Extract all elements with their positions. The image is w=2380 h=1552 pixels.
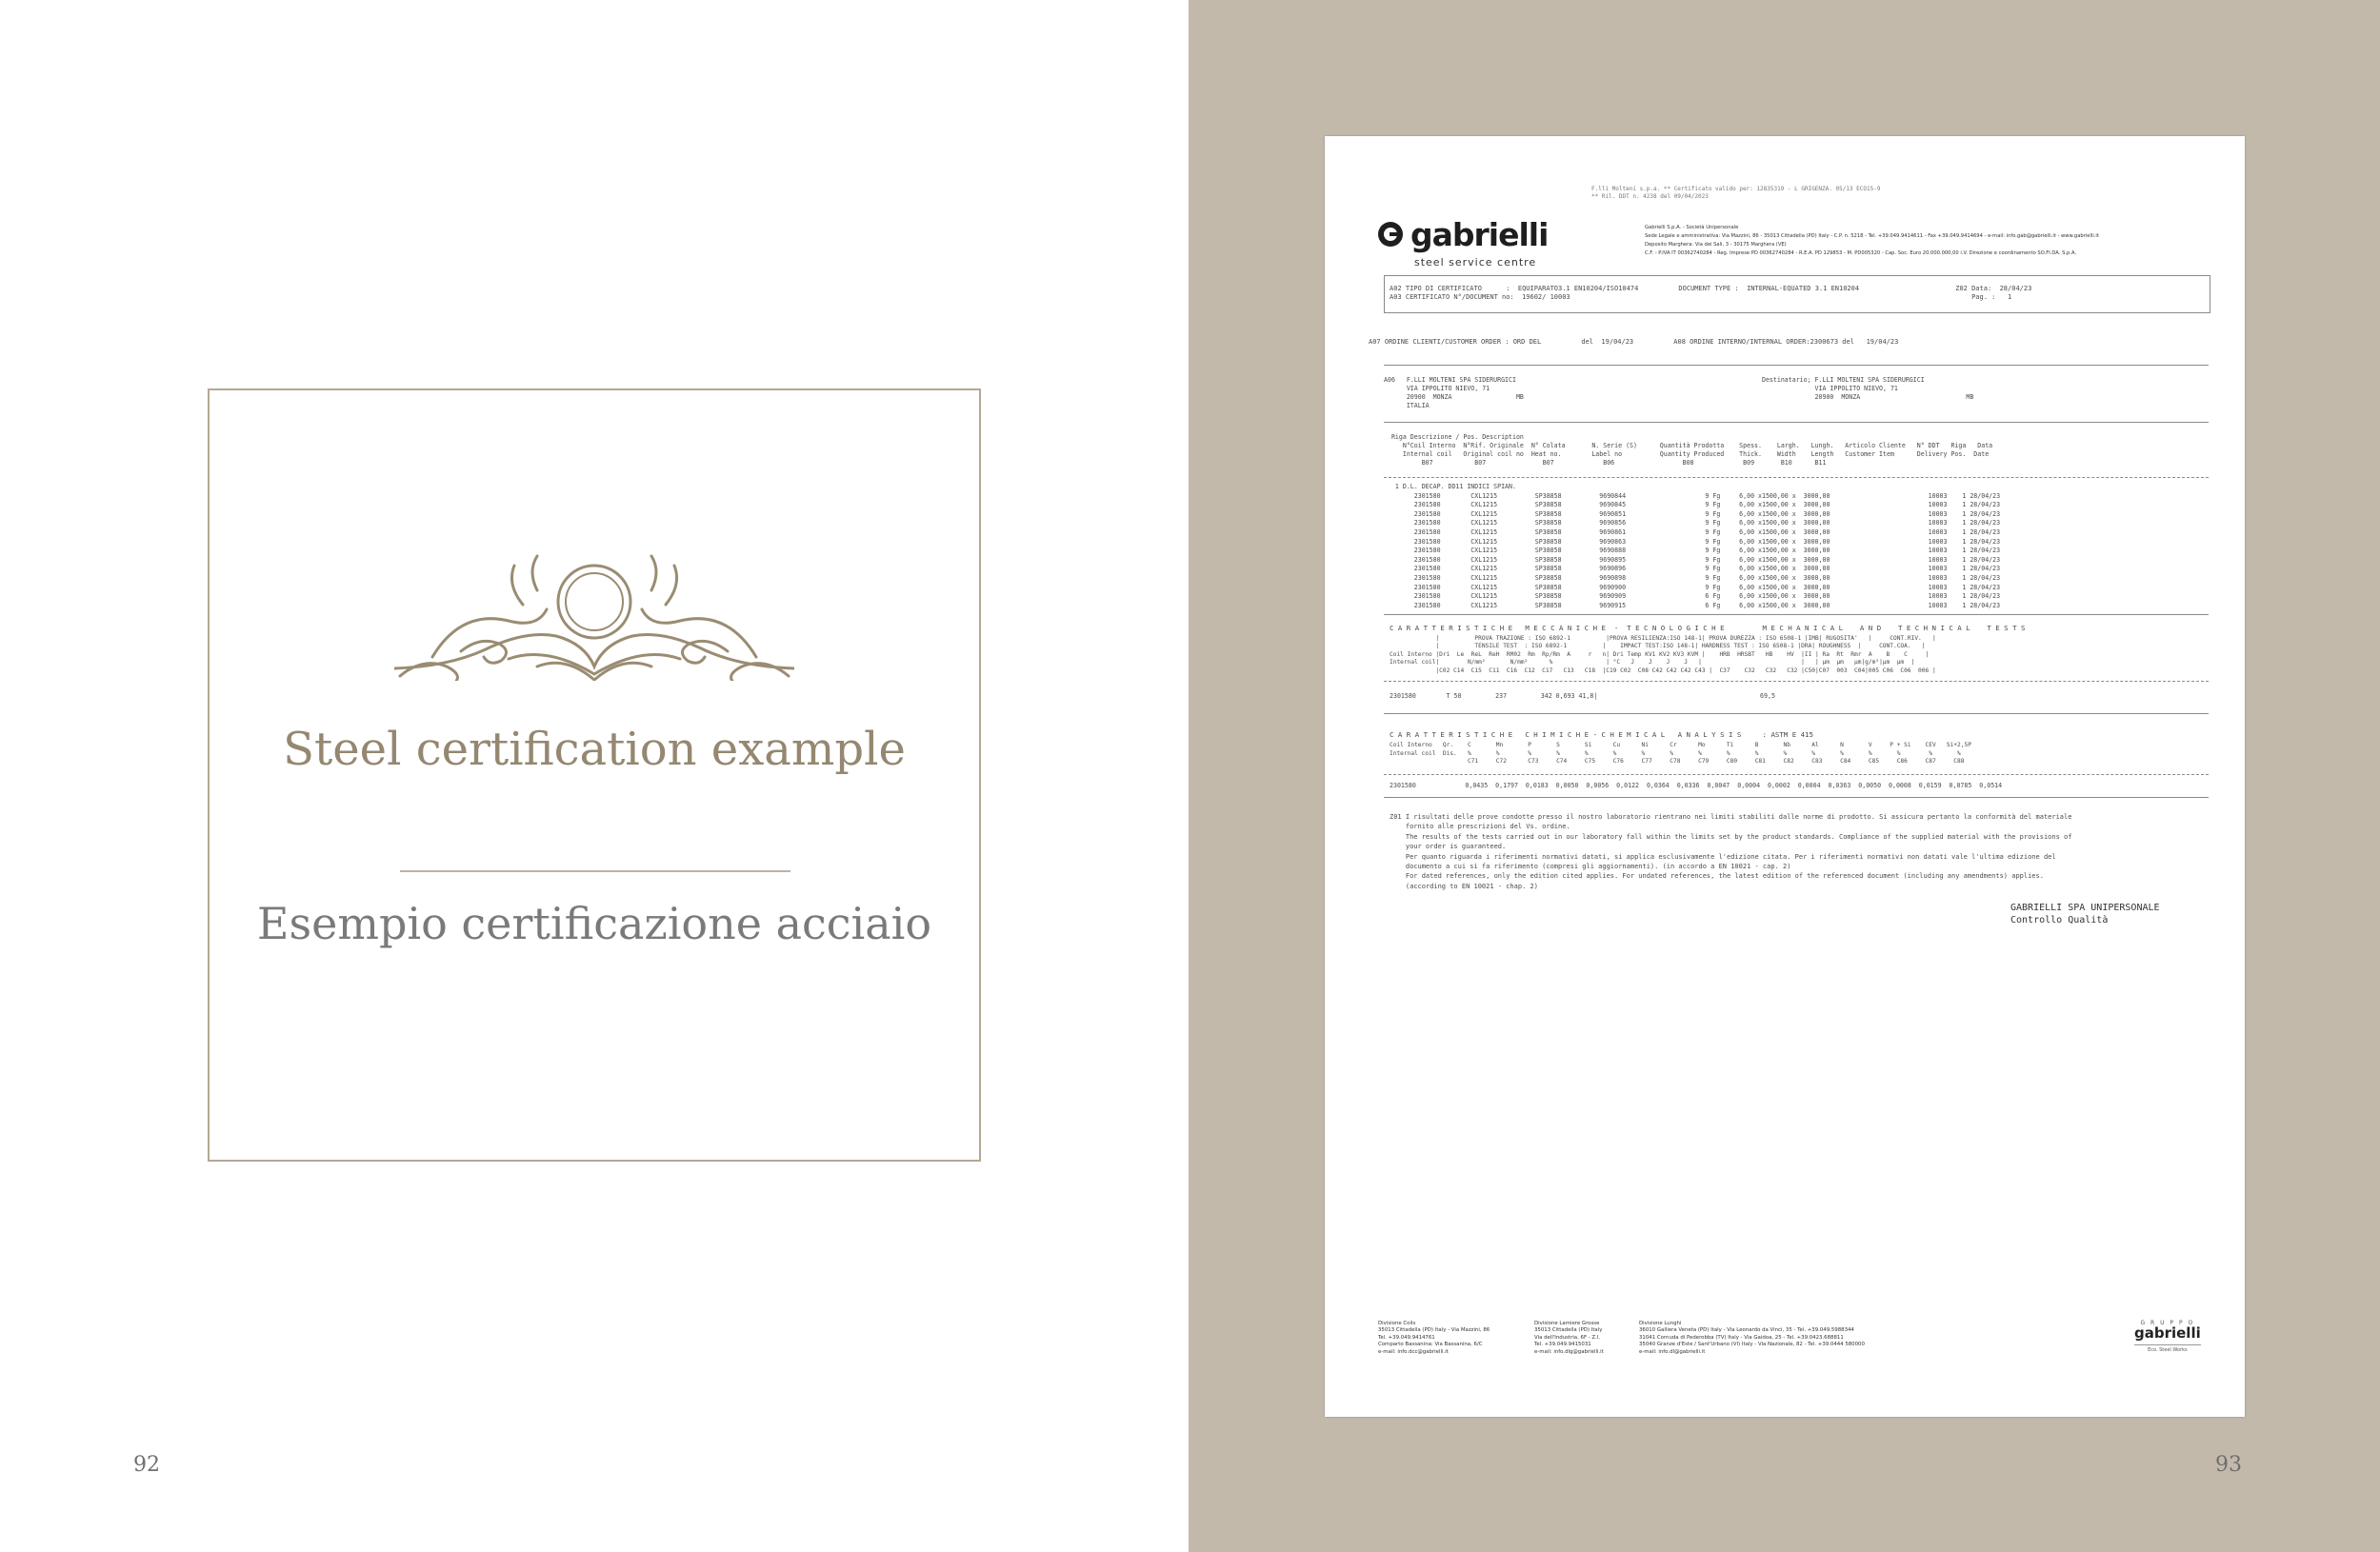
- footer-division-plates: Divisione Lamiere Grosse 35013 Cittadella (PD) Italy Via dell'Industria, 6F - Z.I. Tel. +39.049.9415031 e-mail: info.dlg@gabrielli.it: [1534, 1321, 1604, 1355]
- certificate-notes: Z01 I risultati delle prove condotte presso il nostro laboratorio rientrano nei limiti stabiliti dalle norme di prodotto. Si assicura pertanto la conformità del materiale fornito alle prescrizioni del Vs. ordine. The results of the tests carried out in our laboratory fall within the limits set by the product standards. Compliance of the supplied material with the provisions of your order is guaranteed. Per quanto riguarda i riferimenti normativi datati, si applica esclusivamente l'edizione citata. Per i riferimenti normativi non datati vale l'ultima edizione del documento a cui si fa riferimento (compresi gli aggiornamenti). (in accordo a EN 10021 - cap. 2) For dated references, only the edition cited applies. For undated references, the latest edition of the referenced document (including any amendments) applies. (according to EN 10021 - chap. 2): [1390, 813, 2072, 890]
- mechanical-title: C A R A T T E R I S T I C H E M E C C A N I C H E - T E C N O L O G I C H E M E C H A N I C A L A N D T E C H N I C A L T E S T S: [1390, 624, 2026, 632]
- chemical-row: 2301580 0,0435 0,1797 0,0183 0,0050 0,0056 0,0122 0,0364 0,0336 0,0047 0,0004 0,0002 0,0004 0,0363 0,0050 0,0008 0,0159 0,0785 0,0514: [1390, 782, 2003, 789]
- company-address: [1645, 224, 2099, 258]
- footer-division-long: Divisione Lunghi 36010 Galliera Veneta (PD) Italy - Via Leonardo da Vinci, 35 - Tel. +39.049.5988344 31041 Cornuda di Pederobba (TV) Italy - Via Gaidoa, 25 - Tel. +39.0423.688811 35040 Granze d'Este / Sant'Urbano (VI) Italy - Via Nazionale, 82 - Tel. +39.0444 580000 e-mail: info.dl@gabrielli.it: [1639, 1321, 1865, 1355]
- section-title-english: Steel certification example: [283, 723, 906, 776]
- address-line: C.F. - P.IVA IT 00362740284 - Reg. Imprese PD 00362740284 - R.E.A. PD 129853 - M. PD005320 - Cap. Soc. Euro 20.000.000,00 i.V. Direzione e coordinamento SO.FI.DA. S.p.A.: [1645, 250, 2077, 256]
- group-label: G R U P P O: [2140, 1320, 2195, 1326]
- page-number-left: 92: [133, 1453, 160, 1477]
- section-title-italian: Esempio certificazione acciaio: [256, 898, 932, 949]
- separator: [1384, 681, 2209, 682]
- group-sub: Eco. Steel Works: [2134, 1344, 2201, 1353]
- title-divider: [400, 870, 790, 872]
- company-tagline: steel service centre: [1414, 256, 1537, 269]
- signature-block: GABRIELLI SPA UNIPERSONALE Controllo Qualità: [2010, 903, 2160, 925]
- separator: [1384, 713, 2209, 714]
- mechanical-header: | PROVA TRAZIONE : ISO 6892-1 |PROVA RESILIENZA:ISO 148-1| PROVA DUREZZA : ISO 6508-1 |IMB| RUGOSITA' | CONT.RIV. | | TENSILE TEST : ISO 6892-1 | IMPACT TEST:ISO 148-1| HARDNESS TEST : ISO 6508-1 |DRA| ROUGHNESS | CONT.COA. | Coil Interno |Dri Le ReL ReH RM02 Rm Rp/Rm A r n| Dri Temp KV1 KV2 KV3 KVM | HRB HRSBT HB HV |II | Ra Rt Rmr A B C | Internal coil| N/mm² N/mm² % | °C J J J J | | | µm µm µm|g/m²|µm µm | |C02 C14 C15 C11 C16 C12 C17 C13 C18 |C19 C02 C08 C42 C42 C42 C43 | C37 C32 C32 C32 |C50|C07 003 C04|005 C06 C06 006 |: [1390, 635, 1936, 674]
- separator: [1384, 797, 2209, 798]
- page-number-right: 93: [2215, 1453, 2242, 1477]
- delivery-table-header: Riga Descrizione / Pos. Description N°Coil Interno N°Rif. Originale N° Colata N. Serie (S) Quantità Prodotta Spess. Largh. Lungh. Articolo Cliente N° DDT Riga Data Internal coil Original coil no Heat no. Label no Quantity Produced Thick. Width Length Customer Item Delivery Pos. Date B07 B07 B07 B06 B08 B09 B10 B11: [1390, 433, 1993, 467]
- group-name: gabrielli: [2134, 1324, 2201, 1342]
- separator: [1384, 365, 2209, 366]
- separator: [1384, 477, 2209, 478]
- left-page: [0, 0, 1189, 1552]
- certificate-sheet: [1325, 136, 2245, 1417]
- separator: [1384, 774, 2209, 775]
- chemical-title: C A R A T T E R I S T I C H E C H I M I C H E - C H E M I C A L A N A L Y S I S : ASTM E 415: [1390, 730, 1813, 739]
- separator: [1384, 422, 2209, 423]
- certificate-top-note: F.lli Molteni s.p.a. ** Certificato valido per: 12835319 - L GRIGENZA. 05/13 ECO15-9 ** Ril. DDT n. 4238 del 09/04/2023: [1591, 186, 1881, 200]
- chemical-header: Coil Interno Qr. C Mn P S Si Cu Ni Cr Mo Ti B Nb Al N V P + Si CEV Si+2,5P Internal coil Dis. % % % % % % % % % % % % % % % % % % C71 C72 C73 C74 C75 C76 C77 C78 C79 C80 C81 C82 C83 C84 C85 C86 C87 C88: [1390, 742, 1971, 766]
- address-line: Sede Legale e amministrativa: Via Mazzini, 86 - 35013 Cittadella (PD) Italy - C.P. n. 5218 - Tel. +39.049.9414611 - Fax +39.049.9414694 - e-mail: info.gab@gabrielli.it - www.gabrielli.it: [1645, 233, 2099, 239]
- document-type-text: A02 TIPO DI CERTIFICATO : EQUIPARATO3.1 EN10204/ISO10474 DOCUMENT TYPE : INTERNAL-EQUATED 3.1 EN10204 Z02 Data: 28/04/23 A03 CERTIFICATO N°/DOCUMENT no: 19602/ 10003 Pag. : 1: [1390, 285, 2032, 301]
- order-line: A07 ORDINE CLIENTI/CUSTOMER ORDER : ORD DEL del 19/04/23 A08 ORDINE INTERNO/INTERNAL ORDER:2300673 del 19/04/23: [1369, 338, 1899, 346]
- mechanical-row: 2301580 T 50 237 342 0,693 41,8| 69,5: [1390, 692, 1775, 700]
- footer-division-coils: Divisione Coils 35013 Cittadella (PD) Italy - Via Mazzini, 86 Tel. +39.049.9414761 Comparto Bassanina: Via Bassanina, 6/C e-mail: info.dcc@gabrielli.it: [1378, 1321, 1490, 1355]
- address-line: Deposito Marghera: Via dei Sali, 3 - 30175 Marghera (VE): [1645, 242, 1787, 248]
- gabrielli-logo-icon: [1378, 222, 1403, 247]
- group-logo: [2134, 1320, 2201, 1353]
- address-line: Gabrielli S.p.A. - Società Unipersonale: [1645, 225, 1739, 230]
- company-name: gabrielli: [1410, 216, 1549, 253]
- delivery-table-rows: 1 D.L. DECAP. DD11 INDICI SPIAN. 2301580 CXL1215 SP38858 9690844 9 Fg 6,00 x1500,00 x 3000,00 10003 1 28/04/23 2301580 CXL1215 SP38858 9690845 9 Fg 6,00 x1500,00 x 3000,00 10003 1 28/04/23 2301580 CXL1215 SP38858 9690851 9 Fg 6,00 x1500,00 x 3000,00 10003 1 28/04/23 2301580 CXL1215 SP38858 9690856 9 Fg 6,00 x1500,00 x 3000,00 10003 1 28/04/23 2301580 CXL1215 SP38858 9690861 9 Fg 6,00 x1500,00 x 3000,00 10003 1 28/04/23 2301580 CXL1215 SP38858 9690863 9 Fg 6,00 x1500,00 x 3000,00 10003 1 28/04/23 2301580 CXL1215 SP38858 9690888 9 Fg 6,00 x1500,00 x 3000,00 10003 1 28/04/23 2301580 CXL1215 SP38858 9690895 9 Fg 6,00 x1500,00 x 3000,00 10003 1 28/04/23 2301580 CXL1215 SP38858 9690896 9 Fg 6,00 x1500,00 x 3000,00 10003 1 28/04/23 2301580 CXL1215 SP38858 9690898 9 Fg 6,00 x1500,00 x 3000,00 10003 1 28/04/23 2301580 CXL1215 SP38858 9690900 9 Fg 6,00 x1500,00 x 3000,00 10003 1 28/04/23 2301580 CXL1215 SP38858 9690909 6 Fg 6,00 x1500,00 x 3000,00 10003 1 28/04/23 2301580 CXL1215 SP38858 9690915 6 Fg 6,00 x1500,00 x 3000,00 10003 1 28/04/23: [1394, 483, 2001, 609]
- separator: [1384, 614, 2209, 615]
- customer-block: A06 F.LLI MOLTENI SPA SIDERURGICI Destinatario; F.LLI MOLTENI SPA SIDERURGICI VIA IPPOLITO NIEVO, 71 VIA IPPOLITO NIEVO, 71 20900 MONZA MB 20900 MONZA MB ITALIA: [1384, 376, 1974, 409]
- ornament-crest-icon: [394, 552, 794, 681]
